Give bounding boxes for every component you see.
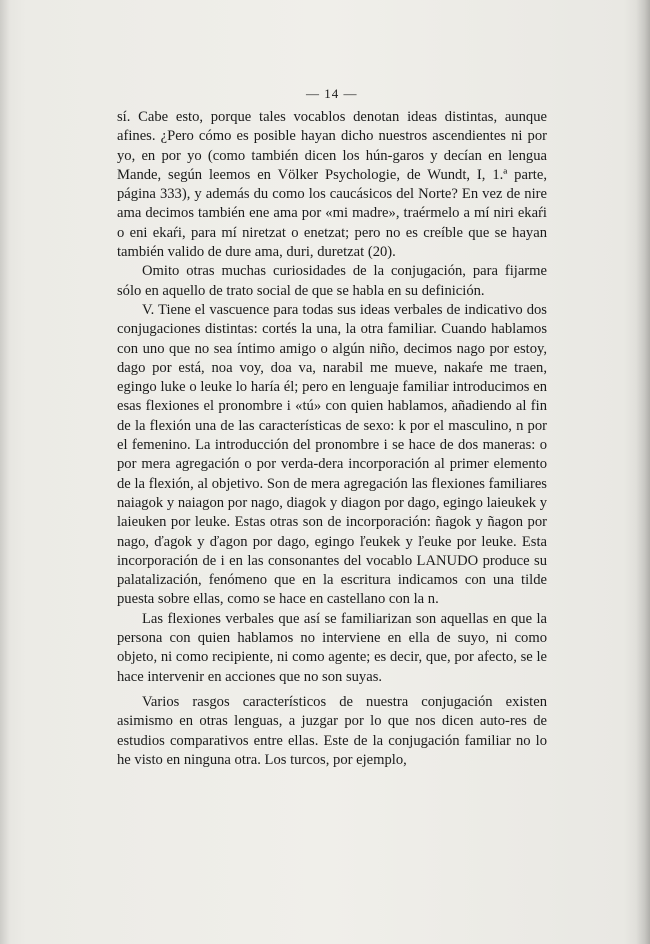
paragraph-2: Omito otras muchas curiosidades de la conjugación, para fijarme sólo en aquello de trato social de que se habla en su definición. bbox=[117, 263, 547, 299]
paragraph-1: sí. Cabe esto, porque tales vocablos denotan ideas distintas, aunque afines. ¿Pero cómo es posible hayan dicho nuestros ascendientes ni por yo, en por yo (como también dicen los hún-garos y decían en lengua Mande, según leemos en Völker Psychologie, de Wundt, I, 1.ª parte, página 333), y además du como los caucásicos del Norte? En vez de nire ama decimos también ene ama por «mi madre», traérmelo a mí niri ekaŕi o eni ekaŕi, para mí niretzat o enetzat; pero no es creíble que se hayan también valido de dure ama, duri, duretzat (20). bbox=[117, 109, 547, 261]
body-text bbox=[117, 108, 547, 770]
paragraph-3: V. Tiene el vascuence para todas sus ideas verbales de indicativo dos conjugaciones distintas: cortés la una, la otra familiar. Cuando hablamos con uno que no sea íntimo amigo o algún niño, decimos nago por estoy, dago por está, noa voy, doa va, narabil me mueve, nakaŕe me traen, egingo luke o leuke lo haría él; pero en lenguaje familiar introducimos en esas flexiones el pronombre i «tú» con quien hablamos, añadiendo al fin de la flexión una de las características de sexo: k por el masculino, n por el femenino. La introducción del pronombre i se hace de dos maneras: o por mera agregación o por verda-dera incorporación al primer elemento de la flexión, al objetivo. Son de mera agregación las flexiones familiares naiagok y naiagon por nago, diagok y diagon por dago, egingo laieukek y laieuken por leuke. Estas otras son de incorporación: ñagok y ñagon por nago, ďagok y ďagon por dago, egingo ľeukek y ľeuke por leuke. Esta incorporación de i en las consonantes del vocablo LANUDO produce su palatalización, fenómeno que en la escritura indicamos con una tilde puesta sobre ellas, como se hace en castellano con la n. bbox=[117, 301, 547, 608]
paragraph-5: Varios rasgos característicos de nuestra conjugación existen asimismo en otras lenguas, a juzgar por lo que nos dicen auto-res de estudios comparativos entre ellas. Este de la conjugación familiar no lo he visto en ninguna otra. Los turcos, por ejemplo, bbox=[117, 693, 547, 768]
page-gutter-shadow bbox=[0, 0, 10, 944]
page-number: — 14 — bbox=[306, 86, 358, 101]
page-edge-shadow bbox=[636, 0, 650, 944]
paragraph-4: Las flexiones verbales que así se familiarizan son aquellas en que la persona con quien hablamos no interviene en ella de suyo, ni como objeto, ni como recipiente, ni como agente; es decir, que, por afecto, se le hace intervenir en acciones que no son suyas. bbox=[117, 610, 547, 685]
